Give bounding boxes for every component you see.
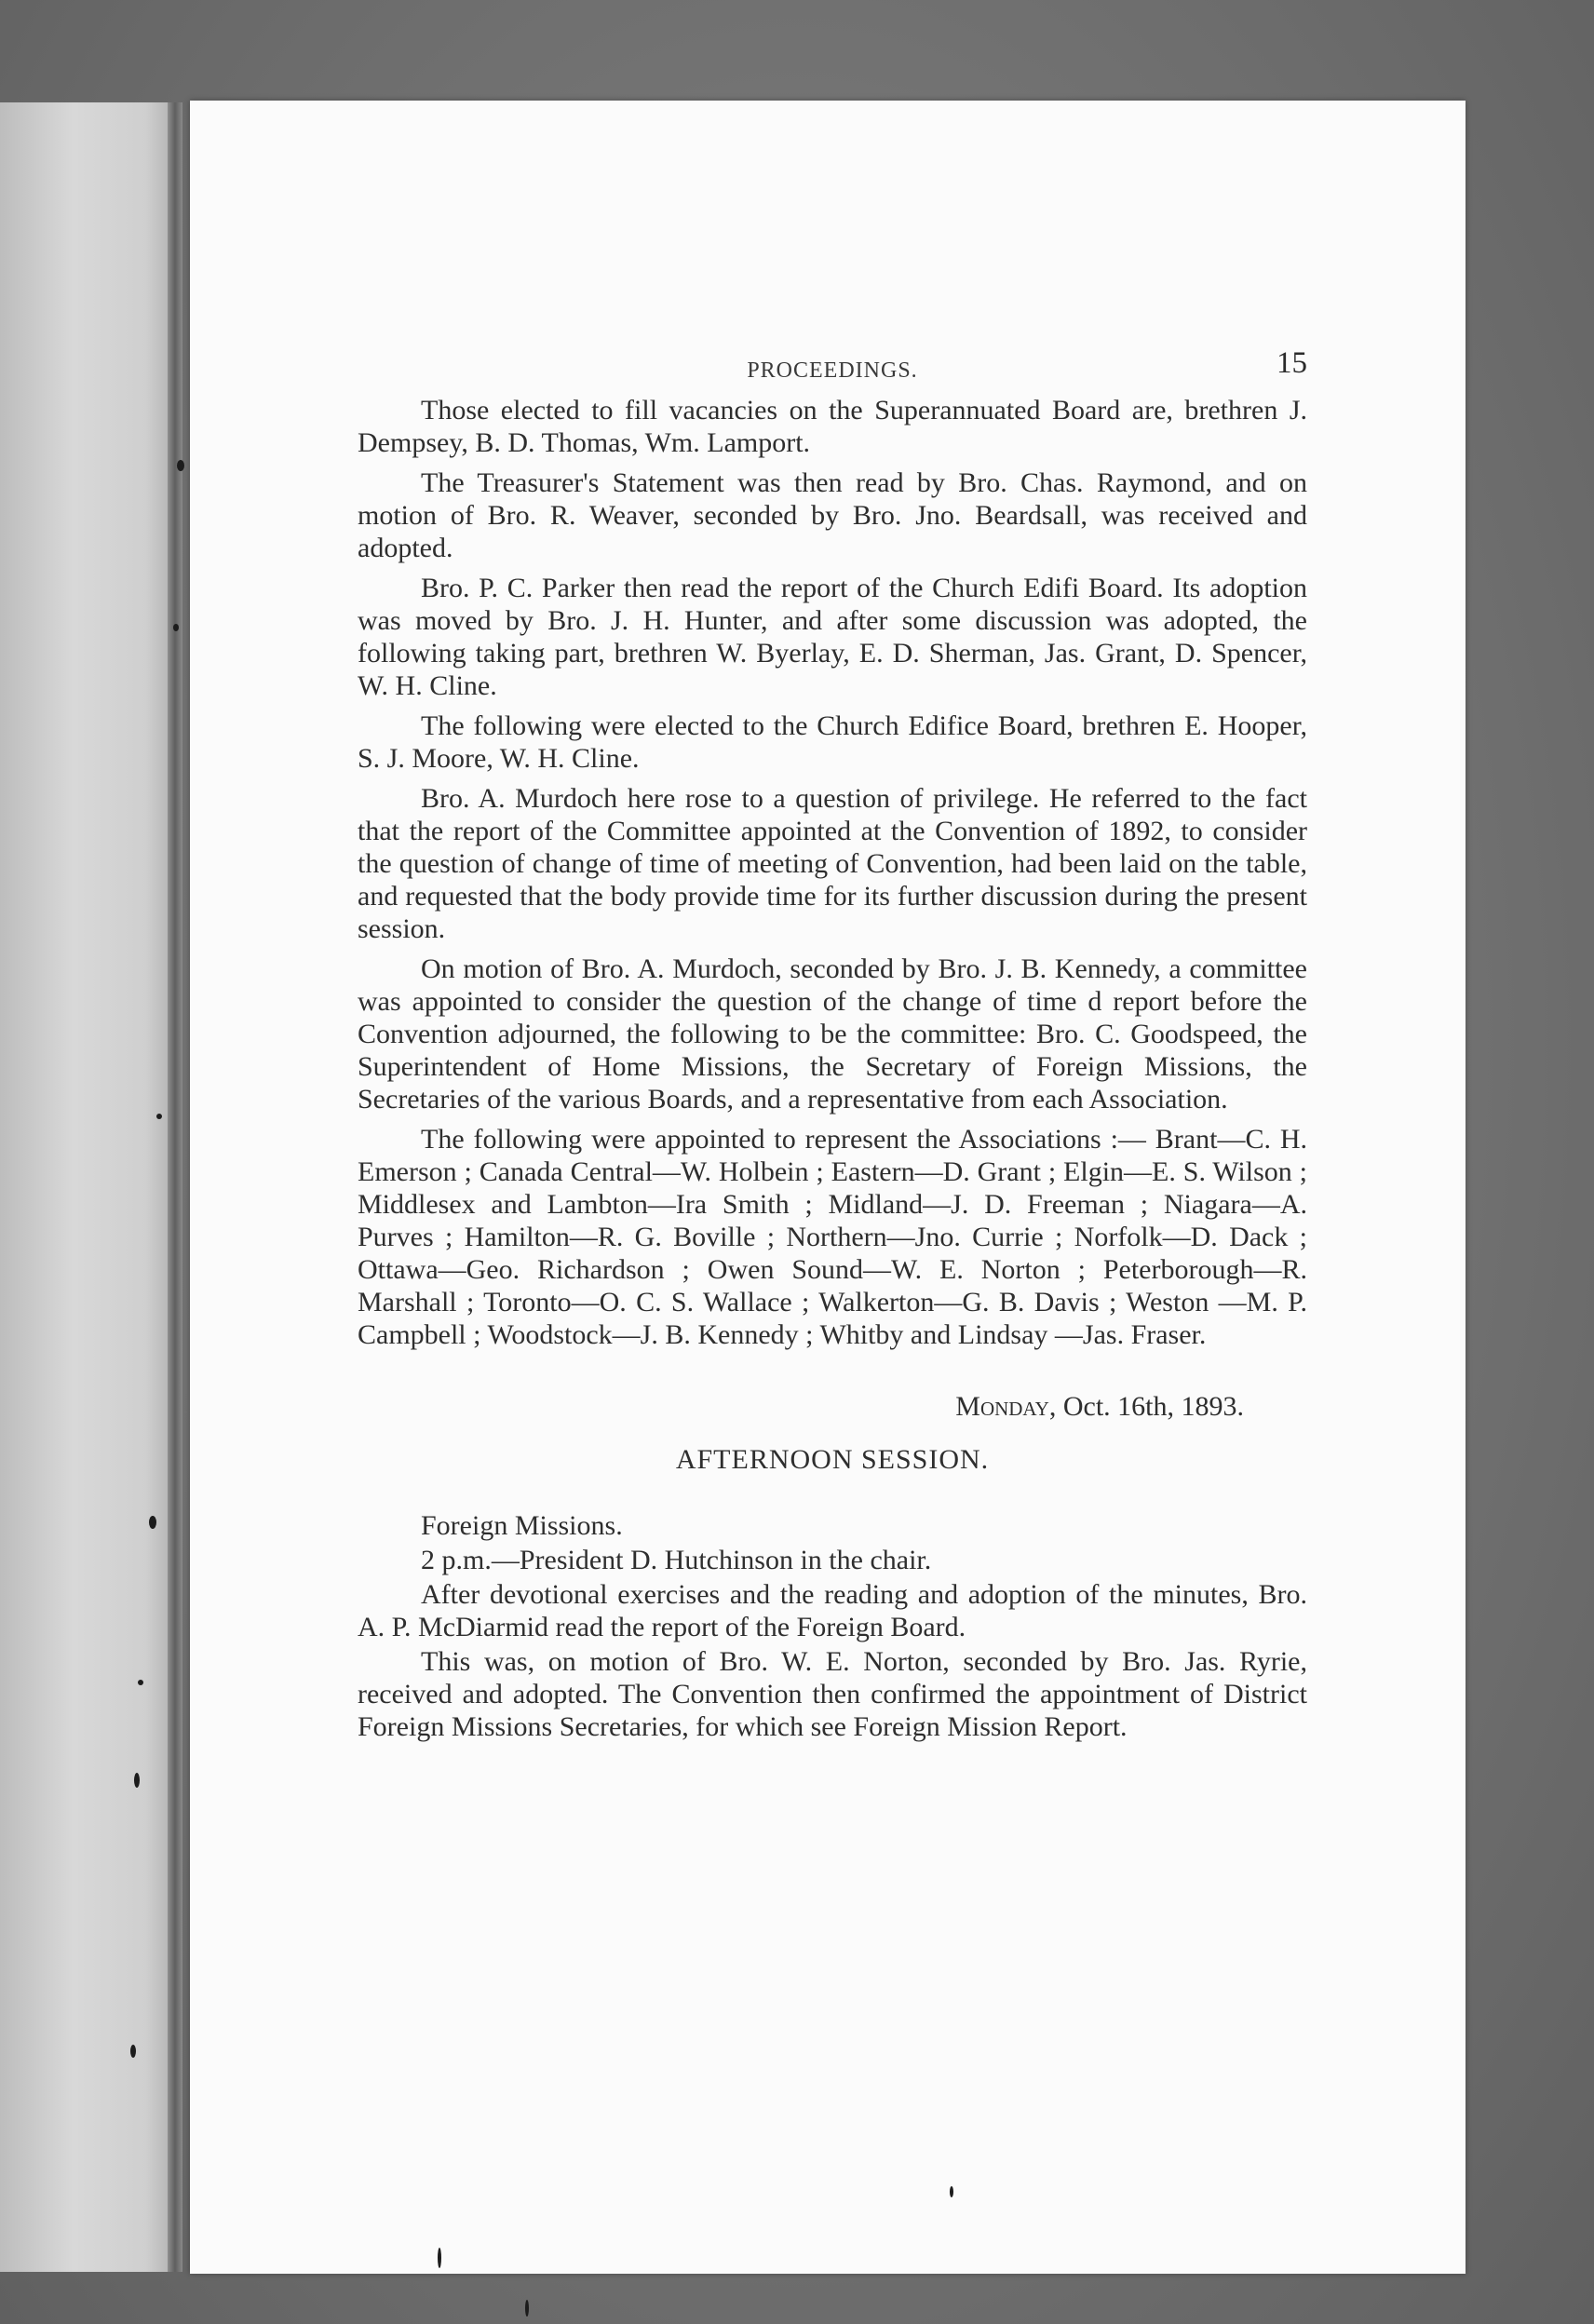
session-heading: AFTERNOON SESSION.: [675, 1444, 990, 1475]
page-number: 15: [1277, 346, 1307, 380]
paragraph-devotional-exercises: After devotional exercises and the reading and adoption of the minutes, Bro. A. P. McDiarmid read the report of the Foreign Board.: [358, 1579, 1307, 1642]
scan-speck: [177, 460, 184, 471]
paragraph-committee-appointed: On motion of Bro. A. Murdoch, seconded by Bro. J. B. Kennedy, a committee was appointed to consider the question of the change of time d report before the Convention adjourned, the following to be the committee: Bro. C. Goodspeed, the Superintendent of Home Missions, the Secretary of Foreign Missions, the Secretaries of the various Boards, and a representative from each Association.: [358, 953, 1307, 1115]
paragraph-church-edifice-elected: The following were elected to the Church Edifice Board, brethren E. Hooper, S. J. Moore, W. H. Cline.: [358, 710, 1307, 774]
running-title: PROCEEDINGS.: [747, 358, 918, 383]
paragraph-superannuated-board: Those elected to fill vacancies on the Superannuated Board are, brethren J. Dempsey, B. D. Thomas, Wm. Lamport.: [358, 395, 1307, 458]
paragraph-foreign-board-adopted: This was, on motion of Bro. W. E. Norton, seconded by Bro. Jas. Ryrie, received and adopted. The Convention then confirmed the appointment of District Foreign Missions Secretaries, for which see Foreign Mission Report.: [358, 1646, 1307, 1742]
scan-speck: [130, 2045, 136, 2058]
date-weekday: Monday: [955, 1391, 1049, 1422]
book-page: [190, 101, 1466, 2274]
facing-page-edge: [0, 102, 182, 2272]
paragraph-president-in-chair: 2 p.m.—President D. Hutchinson in the chair.: [421, 1545, 932, 1575]
date-rest: , Oct. 16th, 1893.: [1048, 1391, 1244, 1422]
running-head: [358, 347, 1307, 394]
scan-speck: [149, 1516, 156, 1529]
date-line: [358, 1390, 1244, 1423]
scan-speck: [950, 2186, 953, 2197]
page-text-block: [358, 347, 1307, 1745]
book-gutter: [168, 102, 182, 2272]
paragraph-foreign-missions: Foreign Missions.: [421, 1510, 623, 1541]
scan-speck: [525, 2300, 529, 2317]
scan-speck: [134, 1773, 140, 1788]
scan-speck: [173, 624, 179, 631]
paragraph-question-of-privilege: Bro. A. Murdoch here rose to a question of privilege. He referred to the fact that the report of the Committee appointed at the Convention of 1892, to consider the question of change of time of meeting of Convention, had been laid on the table, and requested that the body provide time for its further discussion during the present session.: [358, 783, 1307, 944]
scan-speck: [438, 2248, 441, 2268]
paragraph-church-edifice-report: Bro. P. C. Parker then read the report of the Church Edifi Board. Its adoption was moved by Bro. J. H. Hunter, and after some discussion was adopted, the following taking part, brethren W. Byerlay, E. D. Sherman, Jas. Grant, D. Spencer, W. H. Cline.: [358, 573, 1307, 701]
scan-speck: [156, 1114, 162, 1119]
paragraph-association-representatives: The following were appointed to represent the Associations :— Brant—C. H. Emerson ; Canada Central—W. Holbein ; Eastern—D. Grant ; Elgin—E. S. Wilson ; Middlesex and Lambton—Ira Smith ; Midland—J. D. Freeman ; Niagara—A. Purves ; Hamilton—R. G. Boville ; Northern—Jno. Currie ; Norfolk—D. Dack ; Ottawa—Geo. Richardson ; Owen Sound—W. E. Norton ; Peterborough—R. Marshall ; Toronto—O. C. S. Wallace ; Walkerton—G. B. Davis ; Weston —M. P. Campbell ; Woodstock—J. B. Kennedy ; Whitby and Lindsay —Jas. Fraser.: [358, 1124, 1307, 1350]
paragraph-treasurer-statement: The Treasurer's Statement was then read by Bro. Chas. Raymond, and on motion of Bro. R. Weaver, seconded by Bro. Jno. Beardsall, was received and adopted.: [358, 467, 1307, 563]
scan-speck: [138, 1680, 143, 1685]
